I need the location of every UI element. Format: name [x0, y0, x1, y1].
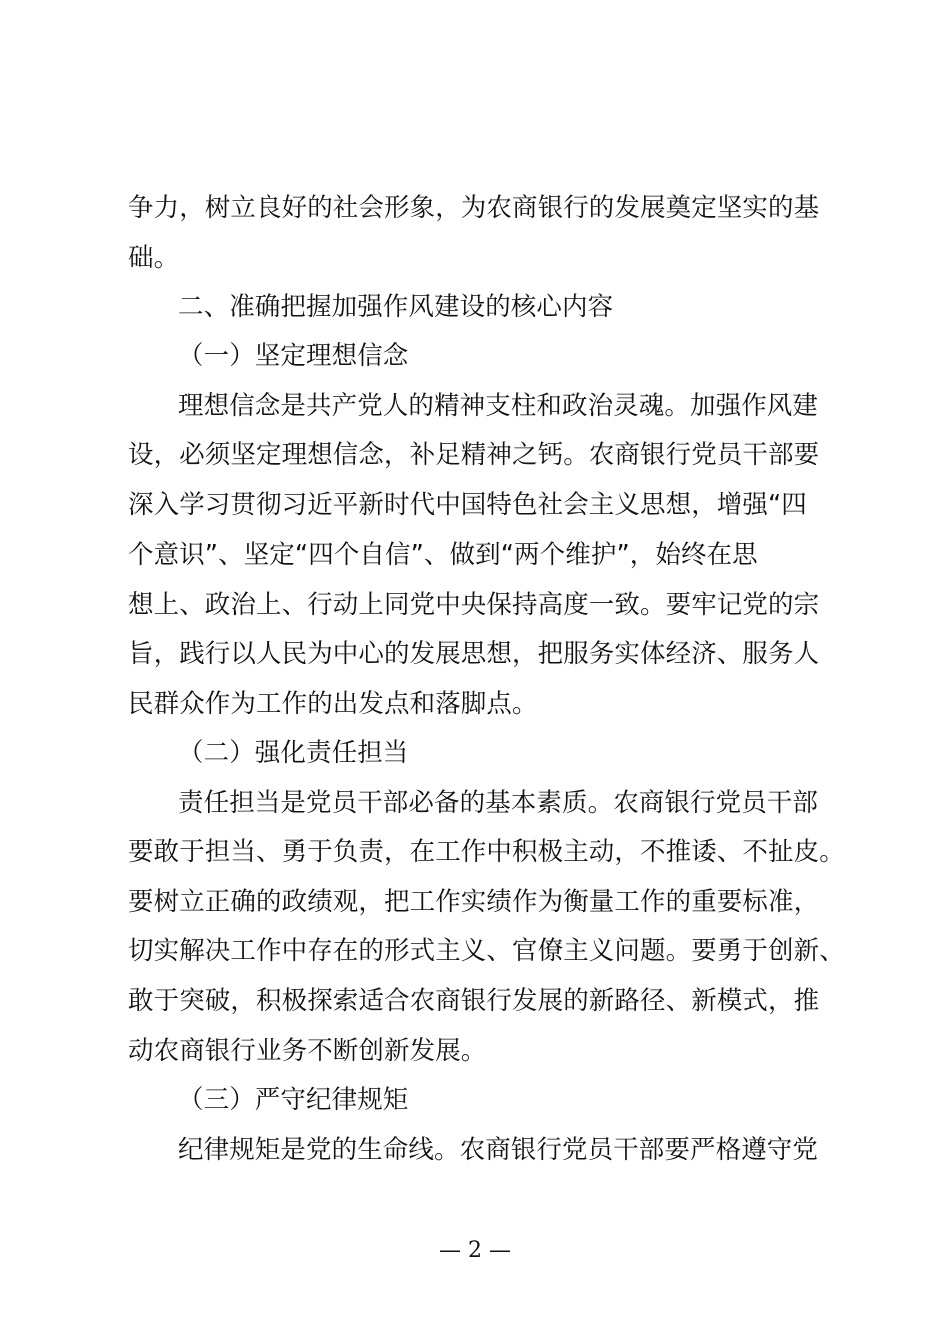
page-number: — 2 — [439, 1238, 511, 1263]
body-text-line: 理想信念是共产党人的精神支柱和政治灵魂。加强作风建 [178, 391, 819, 421]
body-text-line: 责任担当是党员干部必备的基本素质。农商银行党员干部 [178, 788, 819, 818]
body-text-line: 旨，践行以人民为中心的发展思想，把服务实体经济、服务人 [128, 639, 820, 669]
subsection-heading: （二）强化责任担当 [178, 738, 409, 768]
body-text-line: 切实解决工作中存在的形式主义、官僚主义问题。要勇于创新、 [128, 936, 845, 966]
body-text-line: 民群众作为工作的出发点和落脚点。 [128, 689, 538, 719]
body-text-line: 深入学习贯彻习近平新时代中国特色社会主义思想，增强“四 [128, 490, 807, 520]
body-text-line: 动农商银行业务不断创新发展。 [128, 1036, 487, 1066]
body-text-line: 敢于突破，积极探索适合农商银行发展的新路径、新模式，推 [128, 986, 820, 1016]
body-text-line: 要敢于担当、勇于负责，在工作中积极主动，不推诿、不扯皮。 [128, 837, 845, 867]
body-text-line: 要树立正确的政绩观，把工作实绩作为衡量工作的重要标准， [128, 887, 820, 917]
body-text-line: 设，必须坚定理想信念，补足精神之钙。农商银行党员干部要 [128, 440, 820, 470]
body-text-line: 争力，树立良好的社会形象，为农商银行的发展奠定坚实的基 [128, 193, 820, 223]
section-heading: 二、准确把握加强作风建设的核心内容 [178, 292, 614, 322]
subsection-heading: （一）坚定理想信念 [178, 341, 409, 371]
body-text-line: 想上、政治上、行动上同党中央保持高度一致。要牢记党的宗 [128, 590, 820, 620]
subsection-heading: （三）严守纪律规矩 [178, 1085, 409, 1115]
body-text-line: 个意识”、坚定“四个自信”、做到“两个维护”，始终在思 [128, 540, 758, 570]
body-text-line: 纪律规矩是党的生命线。农商银行党员干部要严格遵守党 [178, 1135, 819, 1165]
body-text-line: 础。 [128, 243, 180, 273]
